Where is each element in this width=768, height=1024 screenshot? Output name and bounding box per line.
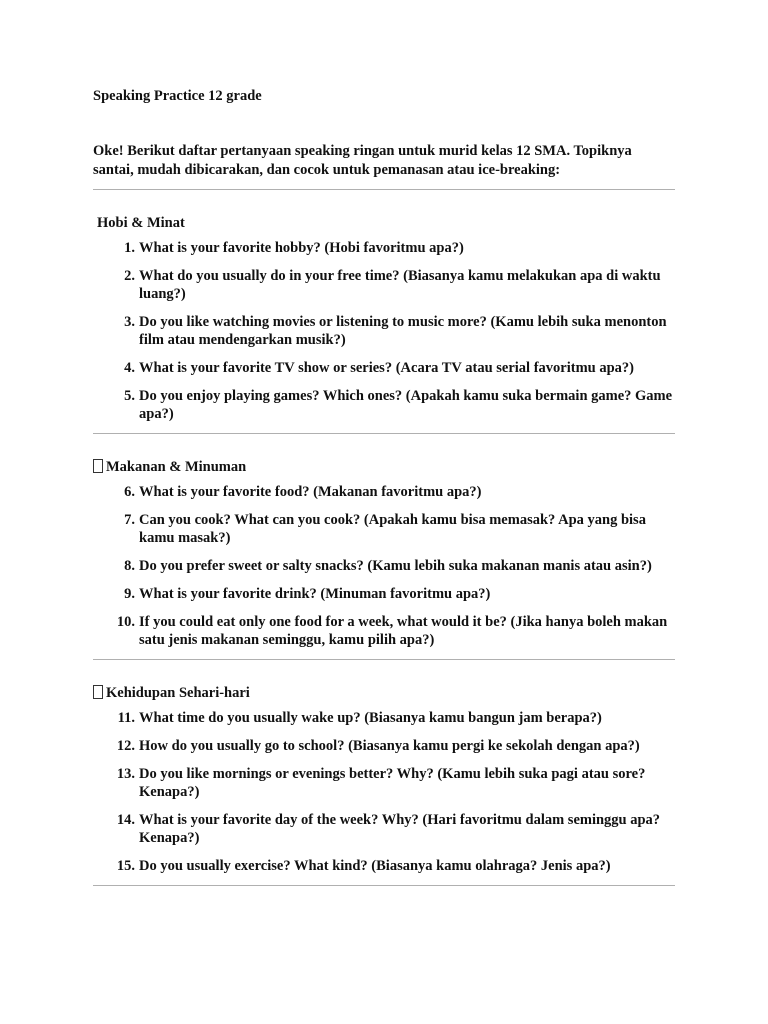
divider — [93, 659, 675, 660]
list-item: 4. What is your favorite TV show or series? (Acara TV atau serial favoritmu apa?) — [124, 360, 634, 376]
list-item: 8. Do you prefer sweet or salty snacks? (Kamu lebih suka makanan manis atau asin?) — [124, 558, 652, 574]
document-page — [93, 86, 675, 886]
divider — [93, 433, 675, 434]
list-item: 5. Do you enjoy playing games? Which ones? (Apakah kamu suka bermain game? Game apa?) — [124, 388, 673, 422]
divider — [93, 189, 675, 190]
missing-glyph-icon — [93, 459, 103, 473]
section-kehidupan-sehari-hari — [93, 683, 675, 886]
list-item: 3. Do you like watching movies or listening to music more? (Kamu lebih suka menonton film atau mendengarkan musik?) — [124, 314, 667, 348]
intro-paragraph: Oke! Berikut daftar pertanyaan speaking ringan untuk murid kelas 12 SMA. Topiknya santai, mudah dibicarakan, dan cocok untuk pemanasan atau ice-breaking: — [93, 143, 632, 178]
section-heading: Hobi & Minat — [97, 215, 185, 231]
list-item: 7. Can you cook? What can you cook? (Apakah kamu bisa memasak? Apa yang bisa kamu masak?) — [124, 512, 646, 546]
list-item: 13. Do you like mornings or evenings better? Why? (Kamu lebih suka pagi atau sore? Kenapa?) — [116, 766, 646, 800]
list-item: 10. If you could eat only one food for a week, what would it be? (Jika hanya boleh makan satu jenis makanan seminggu, kamu pilih apa?) — [116, 614, 668, 648]
section-hobi-minat — [93, 213, 675, 434]
list-item: 11. What time do you usually wake up? (Biasanya kamu bangun jam berapa?) — [117, 710, 602, 726]
list-item: 9. What is your favorite drink? (Minuman favoritmu apa?) — [124, 586, 491, 602]
list-item: 2. What do you usually do in your free time? (Biasanya kamu melakukan apa di waktu luang?) — [124, 268, 661, 302]
section-makanan-minuman — [93, 457, 675, 660]
section-heading: Makanan & Minuman — [93, 457, 675, 477]
list-item: 14. What is your favorite day of the week? Why? (Hari favoritmu dalam seminggu apa? Kenapa?) — [116, 812, 661, 846]
missing-glyph-icon — [93, 685, 103, 699]
section-heading: Kehidupan Sehari-hari — [93, 683, 675, 703]
question-list — [93, 709, 675, 875]
divider — [93, 885, 675, 886]
document-title: Speaking Practice 12 grade — [93, 88, 262, 104]
list-item: 12. How do you usually go to school? (Biasanya kamu pergi ke sekolah dengan apa?) — [116, 738, 640, 754]
question-list — [93, 239, 675, 423]
list-item: 1. What is your favorite hobby? (Hobi favoritmu apa?) — [124, 240, 464, 256]
list-item: 15. Do you usually exercise? What kind? (Biasanya kamu olahraga? Jenis apa?) — [116, 858, 611, 874]
list-item: 6. What is your favorite food? (Makanan favoritmu apa?) — [124, 484, 482, 500]
question-list — [93, 483, 675, 649]
